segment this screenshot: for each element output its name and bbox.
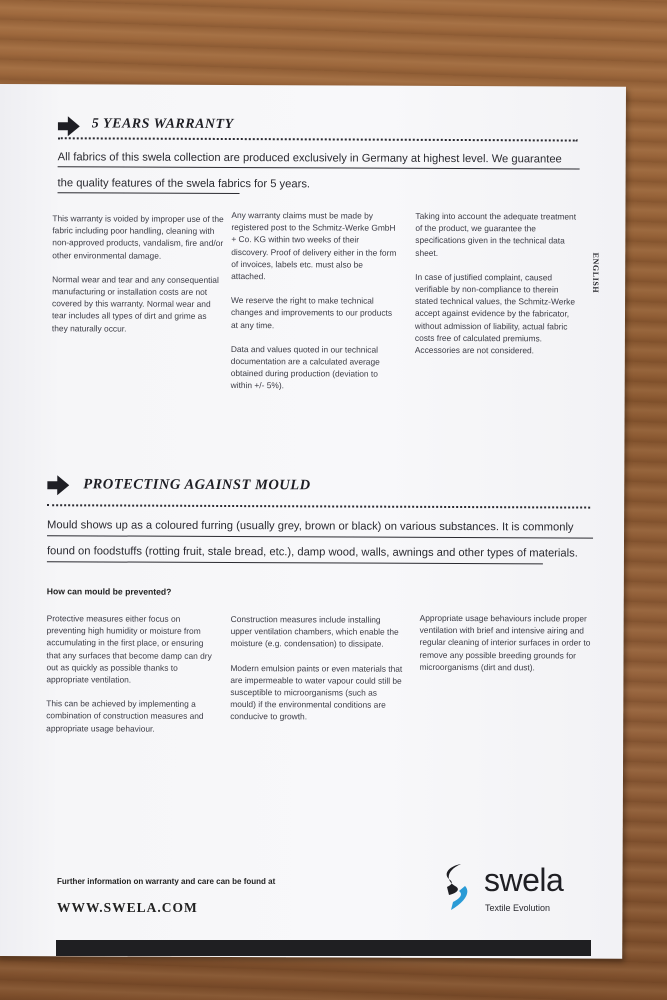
mould-question: How can mould be prevented? [46,586,172,597]
footer-note: Further information on warranty and care can be found at [57,877,276,886]
warranty-column-3: Taking into account the adequate treatment of the product, we guarantee the specifications given in the technical data sheet. In case of justified complaint, caused verifiable by non-compliance to therein stated technical values, the Schmitz-Werke accept against evidence by the fabricator, without admission of liability, actual fabric costs free of calculated premiums. Accessories are not considered. [414,210,577,356]
mould-column-3: Appropriate usage behaviours include proper ventilation with brief and intensive airing and regular cleaning of interior surfaces in order to remove any possible breeding grounds for microorganisms (dirt and dust). [419,612,591,673]
brand-logo-name: swela [484,862,564,898]
swela-wave-logo-icon [441,862,471,912]
document-page [0,84,626,959]
mould-lead: Mould shows up as a coloured furring (usually grey, brown or black) on various substances. It is commonly found on foodstuffs (rotting fruit, stale bread, etc.), damp wood, walls, awnings and other types of materials. [46,519,578,560]
bottom-band [56,940,591,956]
arrow-right-icon [58,116,80,136]
warranty-column-1: This warranty is voided by improper use of the fabric including poor handling, cleaning with non-approved products, vandalism, fire and/or other environmental damage. Normal wear and tear and any consequential manufacturing or installation costs are not covered by this warranty. Normal wear and tear includes all types of dirt and grime as they naturally occur. [51,213,224,334]
warranty-divider [58,137,578,141]
brand-tagline: Textile Evolution [485,903,551,913]
website-link[interactable]: WWW.SWELA.COM [57,900,198,915]
language-tab: ENGLISH [591,252,601,294]
arrow-right-icon [47,475,69,495]
mould-divider [47,504,590,508]
mould-title: PROTECTING AGAINST MOULD [83,476,311,494]
warranty-title: 5 YEARS WARRANTY [91,116,234,133]
warranty-lead: All fabrics of this swela collection are produced exclusively in Germany at highest level. We guarantee the quality features of the swela fabrics for 5 years. [57,151,562,191]
mould-column-1: Protective measures either focus on preventing high humidity or moisture from accumulating in the first place, or ensuring that any surfaces that become damp can dry out as quickly as possible thanks to appropriate ventilation. This can be achieved by implementing a combination of construction measures and appropriate usage behaviour. [46,613,212,734]
mould-column-2: Construction measures include installing upper ventilation chambers, which enable the moisture (e.g. condensation) to dissipate. Modern emulsion paints or even materials that are impermeable to water vapour could still be susceptible to microorganisms (such as mould) if the environmental conditions are conducive to growth. [230,614,403,722]
warranty-column-2: Any warranty claims must be made by registered post to the Schmitz-Werke GmbH + Co. KG within two weeks of their discovery. Proof of delivery either in the form of invoices, labels etc. must also be attached. We reserve the right to make technical changes and improvements to our products at any time. Data and values quoted in our technical documentation are a calculated average obtained during production (deviation to within +/- 5%). [230,210,397,391]
